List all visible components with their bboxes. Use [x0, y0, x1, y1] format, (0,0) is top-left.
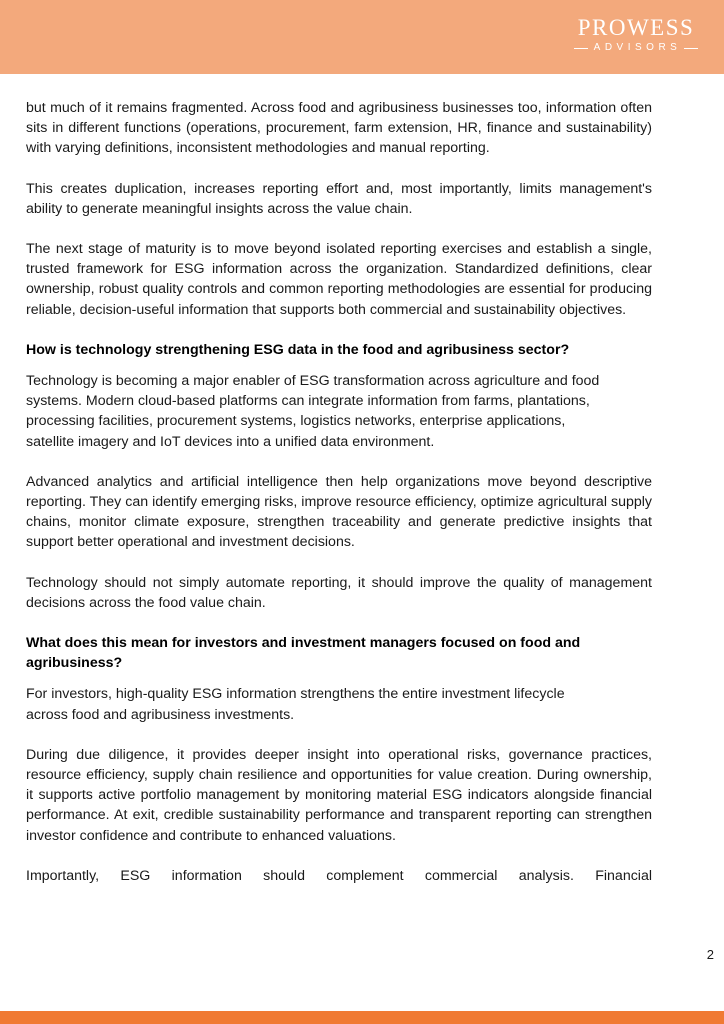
paragraph-line: across food and agribusiness investments.	[26, 706, 295, 723]
paragraph-technology-decisions: Technology should not simply automate reporting, it should improve the quality of management decisions across the food value chain.	[26, 574, 652, 611]
paragraph-duplication: This creates duplication, increases reporting effort and, most importantly, limits management's ability to generate meaningful insights across the value chain.	[26, 180, 652, 217]
section-heading-investors: What does this mean for investors and investment managers focused on food and agribusiness?	[26, 635, 581, 672]
logo-wordmark: PROWESS	[577, 15, 695, 40]
section-heading-technology: How is technology strengthening ESG data in the food and agribusiness sector?	[26, 341, 570, 358]
paragraph-advanced-analytics: Advanced analytics and artificial intelligence then help organizations move beyond descriptive reporting. They can identify emerging risks, improve resource efficiency, optimize agricultural supply chains, monitor climate exposure, strengthen traceability and generate predictive insights that support better operational and investment decisions.	[26, 473, 652, 551]
logo-subtitle: ADVISORS	[593, 42, 682, 53]
logo-tagline	[566, 42, 706, 54]
paragraph-complement-commercial: Importantly, ESG information should complement commercial analysis. Financial	[26, 867, 652, 884]
document-body	[26, 98, 652, 906]
paragraph-line: systems. Modern cloud-based platforms can integrate information from farms, plantations,	[26, 393, 590, 410]
paragraph-technology-enabler	[26, 371, 652, 452]
paragraph-investors-lifecycle	[26, 684, 652, 724]
page-number: 2	[706, 947, 714, 962]
paragraph-line: satellite imagery and IoT devices into a unified data environment.	[26, 433, 435, 450]
paragraph-line: Technology is becoming a major enabler of ESG transformation across agriculture and food	[26, 373, 600, 390]
paragraph-due-diligence: During due diligence, it provides deeper insight into operational risks, governance practices, resource efficiency, supply chain resilience and opportunities for value creation. During ownership, it supports active portfolio management by monitoring material ESG indicators alongside financial performance. At exit, credible sustainability performance and transparent reporting can strengthen investor confidence and contribute to enhanced valuations.	[26, 746, 652, 844]
paragraph-next-stage-maturity: The next stage of maturity is to move beyond isolated reporting exercises and establish a single, trusted framework for ESG information across the organization. Standardized definitions, clear ownership, robust quality controls and common reporting methodologies are essential for producing reliable, decision-useful information that supports both commercial and sustainability objectives.	[26, 241, 652, 318]
paragraph-line: processing facilities, procurement systems, logistics networks, enterprise applications,	[26, 413, 566, 430]
header-band	[0, 0, 724, 74]
paragraph-line: For investors, high-quality ESG information strengthens the entire investment lifecycle	[26, 686, 565, 703]
prowess-advisors-logo	[566, 16, 706, 54]
paragraph-fragmented-information: but much of it remains fragmented. Across food and agribusiness businesses too, information often sits in different functions (operations, procurement, farm extension, HR, finance and sustainability) with varying definitions, inconsistent methodologies and manual reporting.	[26, 100, 652, 157]
footer-band	[0, 1011, 724, 1024]
logo-rule-left	[574, 48, 588, 49]
logo-rule-right	[684, 48, 698, 49]
